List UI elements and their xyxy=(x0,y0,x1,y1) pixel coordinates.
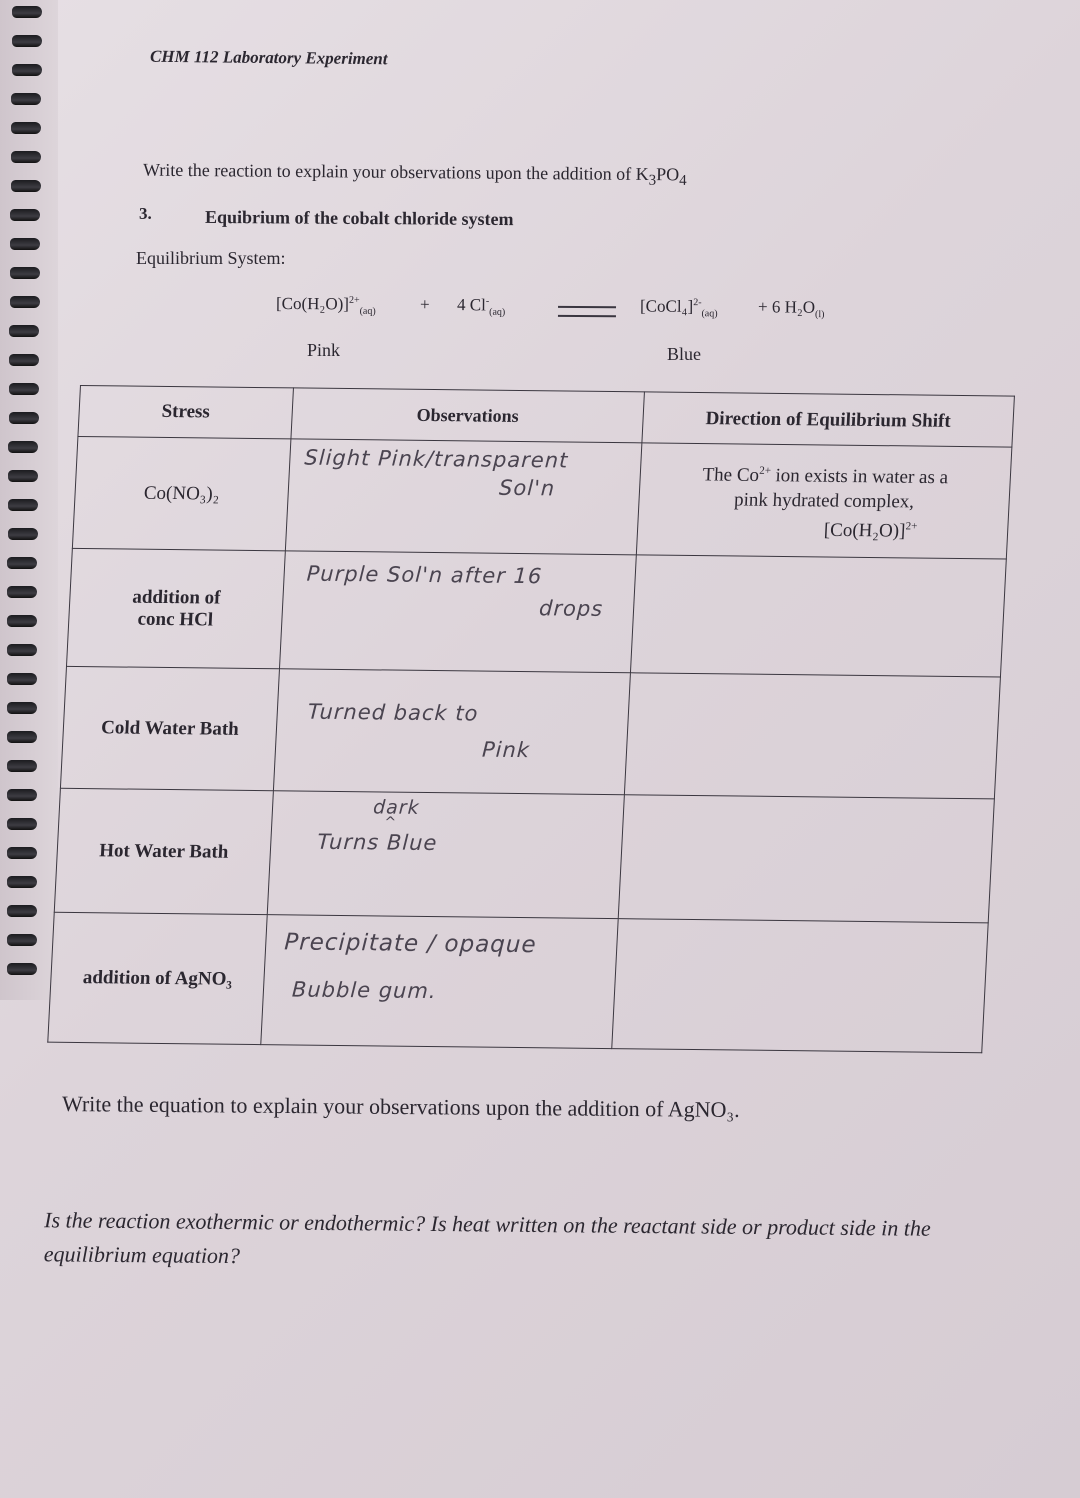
agno3-equation-prompt: Write the equation to explain your observations upon the addition of AgNO₃. xyxy=(61,1091,740,1122)
spiral-coil xyxy=(8,470,38,482)
spiral-coil xyxy=(8,441,38,453)
observation-cell: Turned back to Pink xyxy=(273,669,630,795)
equilibrium-arrow xyxy=(558,306,616,317)
spiral-coil xyxy=(12,6,42,18)
stress-cell: Co(NO₃)₂ xyxy=(72,436,291,550)
shift-cell: The $Co^{2+}$ ion exists in water as a pink hydrated complex, $[Co(H_2O)]^{2+}$ xyxy=(636,443,1012,559)
table-row xyxy=(60,666,1000,799)
table-row xyxy=(54,788,994,923)
table-row xyxy=(48,912,988,1053)
stress-cell: Cold Water Bath xyxy=(60,666,279,790)
spiral-coil xyxy=(9,412,39,424)
spiral-coil xyxy=(7,963,37,975)
header-observations: Observations xyxy=(291,388,645,443)
course-title: CHM 112 Laboratory Experiment xyxy=(149,46,388,69)
spiral-coil xyxy=(7,673,37,685)
spiral-coil xyxy=(11,122,41,134)
spiral-coil xyxy=(7,847,37,859)
product-2: + 6 $H_2O_{(l)}$ xyxy=(757,297,825,321)
observation-cell: Precipitate / opaque Bubble gum. xyxy=(261,915,618,1049)
section-title: Equibrium of the cobalt chloride system xyxy=(204,206,514,230)
pink-label: Pink xyxy=(307,340,341,360)
equilibrium-system-label: Equilibrium System: xyxy=(136,248,286,268)
spiral-coil xyxy=(7,615,37,627)
spiral-coil xyxy=(10,296,40,308)
spiral-coil xyxy=(7,644,37,656)
spiral-coil xyxy=(11,151,41,163)
product-1: [CoCl₄]$^{2-}_{(aq)}$ xyxy=(639,296,718,320)
spiral-coil xyxy=(12,35,42,47)
reactant-1: $[Co(H_2O)]^{2+}_{(aq)}$ xyxy=(275,293,376,317)
spiral-coil xyxy=(8,528,38,540)
k3po4-prompt: Write the reaction to explain your observations upon the addition of $K_3PO_4$ xyxy=(142,159,687,189)
spiral-coil xyxy=(12,64,42,76)
spiral-coil xyxy=(7,934,37,946)
spiral-coil xyxy=(10,238,40,250)
equilibrium-equation xyxy=(276,294,876,326)
spiral-coil xyxy=(7,760,37,772)
table-row xyxy=(72,436,1012,559)
spiral-coil xyxy=(10,267,40,279)
stress-cell: addition of AgNO₃ xyxy=(48,912,267,1044)
section-number: 3. xyxy=(139,204,152,223)
spiral-coil xyxy=(11,180,41,192)
spiral-coil xyxy=(7,789,37,801)
table-row xyxy=(66,548,1006,677)
spiral-coil xyxy=(7,818,37,830)
spiral-binding xyxy=(0,0,58,1000)
spiral-coil xyxy=(7,586,37,598)
plus-sign: + xyxy=(419,294,430,314)
spiral-coil xyxy=(9,325,39,337)
observations-table-wrapper xyxy=(47,385,1015,1055)
header-stress: Stress xyxy=(78,386,294,439)
spiral-coil xyxy=(7,702,37,714)
observation-cell: Slight Pink/transparent Sol'n xyxy=(285,439,642,555)
shift-cell xyxy=(618,795,994,923)
stress-cell: addition of conc HCl xyxy=(66,548,285,668)
spiral-coil xyxy=(7,731,37,743)
observation-cell: dark ^ Turns Blue xyxy=(267,791,624,919)
stress-cell: Hot Water Bath xyxy=(54,788,273,914)
observation-cell: Purple Sol'n after 16 drops xyxy=(279,551,636,673)
blue-label: Blue xyxy=(667,344,701,364)
observations-table xyxy=(47,385,1015,1053)
spiral-coil xyxy=(8,499,38,511)
spiral-coil xyxy=(9,383,39,395)
spiral-coil xyxy=(7,876,37,888)
spiral-coil xyxy=(11,93,41,105)
header-direction: Direction of Equilibrium Shift xyxy=(642,392,1015,447)
spiral-coil xyxy=(7,905,37,917)
shift-cell xyxy=(612,919,988,1053)
shift-cell xyxy=(630,555,1006,677)
spiral-coil xyxy=(7,557,37,569)
reactant-2: 4 $Cl^-_{(aq)}$ xyxy=(456,295,506,318)
shift-cell xyxy=(624,673,1000,799)
spiral-coil xyxy=(9,354,39,366)
spiral-coil xyxy=(10,209,40,221)
exothermic-question: Is the reaction exothermic or endothermic? Is heat written on the reactant side or product side in the equilibrium equation? xyxy=(43,1207,931,1269)
